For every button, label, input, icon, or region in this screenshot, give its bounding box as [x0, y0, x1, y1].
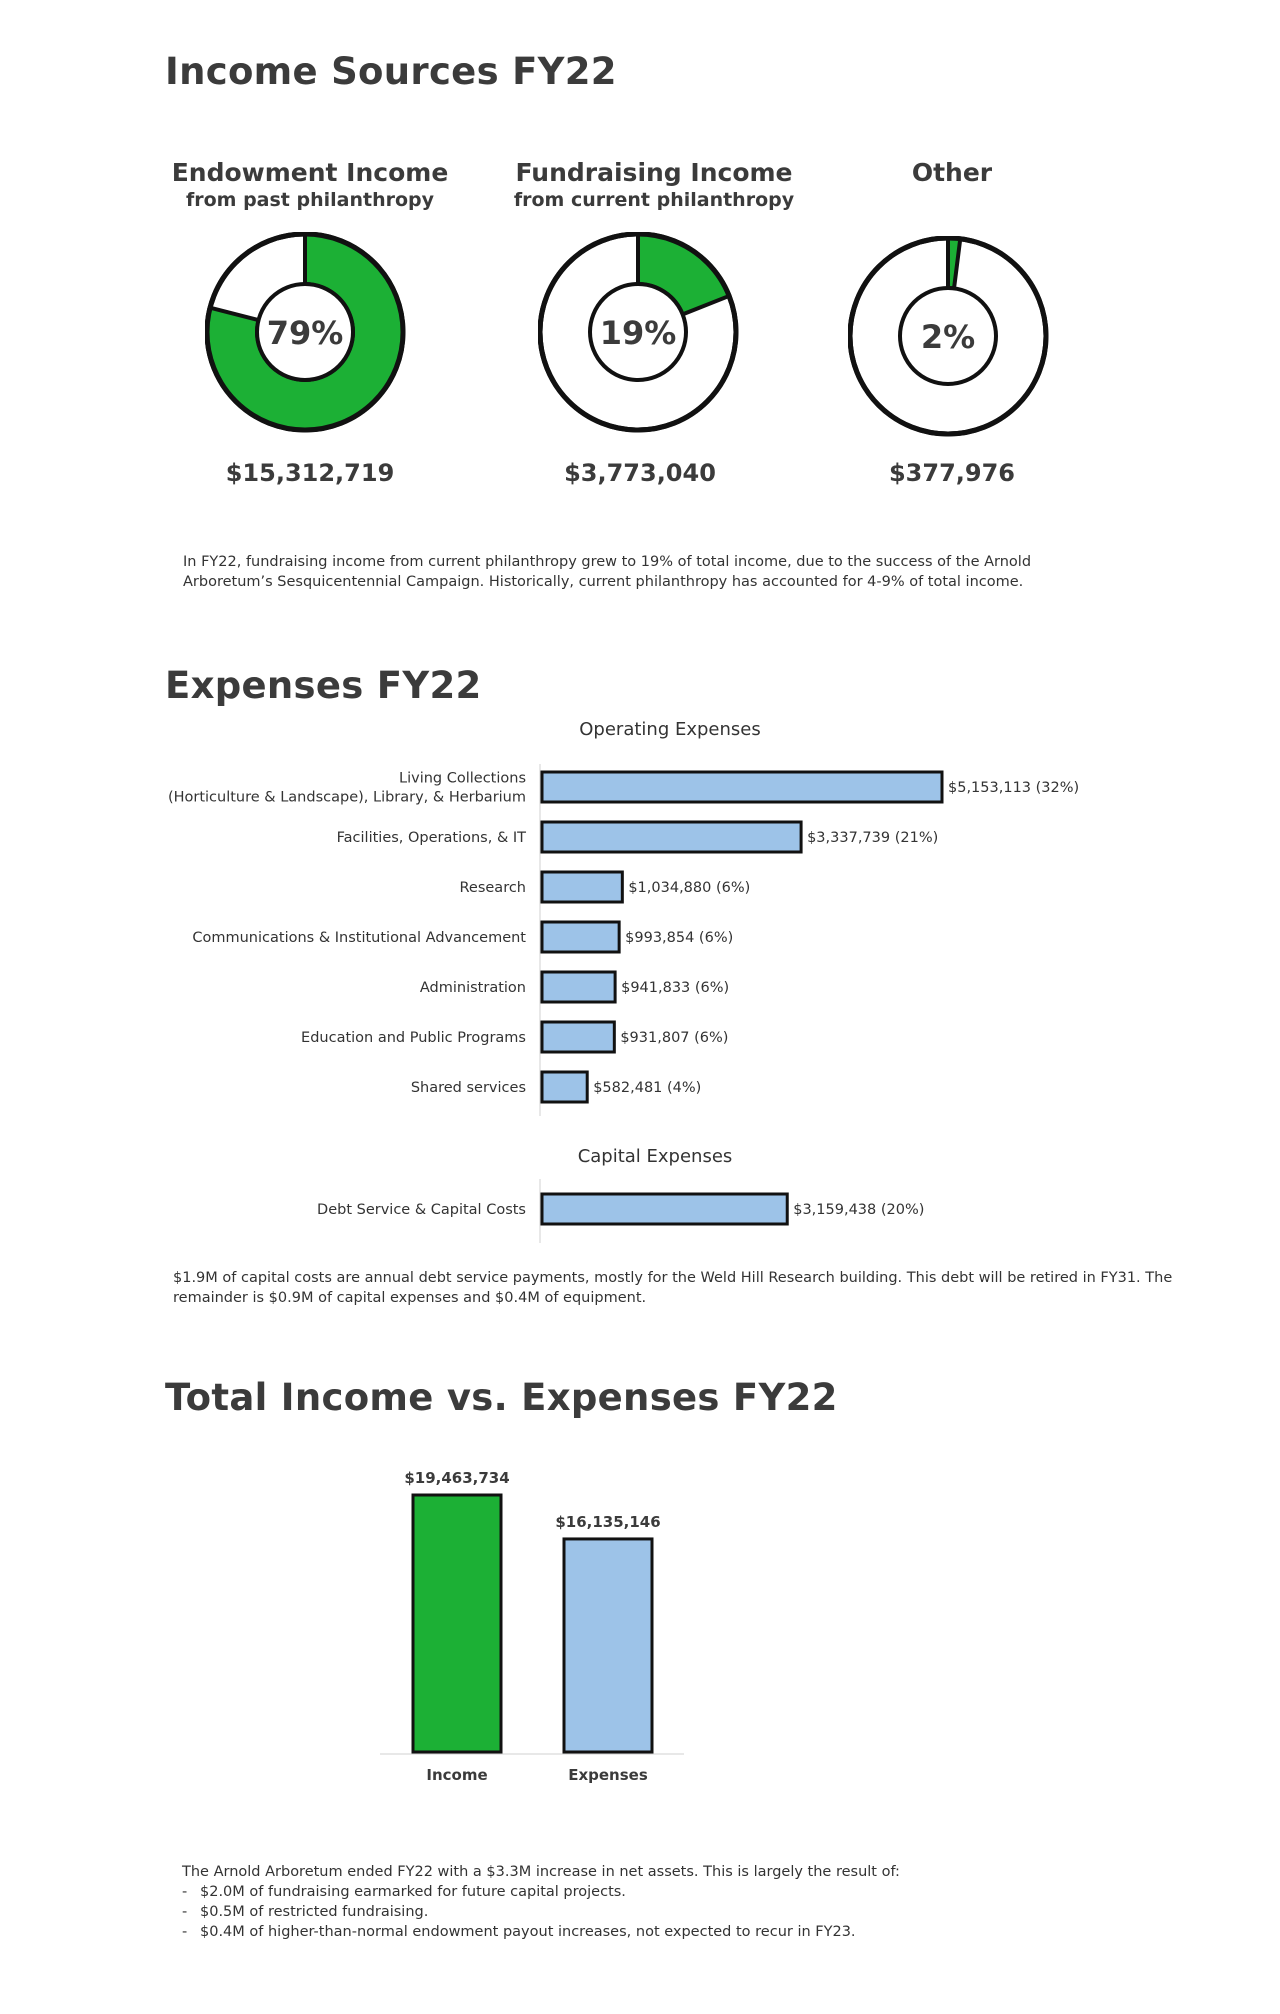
donut-percent-label: 2%: [920, 318, 976, 356]
endowment-donut-header: [160, 158, 460, 212]
expenses-section-title: Expenses FY22: [165, 664, 482, 707]
endowment-donut-chart: [205, 232, 415, 442]
category-label: Living Collections: [399, 770, 526, 787]
other-donut-header: [802, 158, 1102, 188]
capital-expenses-title: Capital Expenses: [577, 1146, 733, 1167]
endowment-title: Endowment Income: [171, 158, 449, 187]
bar: [542, 872, 622, 902]
bar: [542, 972, 615, 1002]
other-amount: $377,976: [888, 459, 1015, 487]
expenses-note-text: $1.9M of capital costs are annual debt service payments, mostly for the Weld Hill Research building. This debt will be retired in FY31. The remainder is $0.9M of capital expenses and $0.4M of equipment.: [173, 1270, 1173, 1306]
total-note-item: - $2.0M of fundraising earmarked for future capital projects.: [182, 1882, 1082, 1902]
total-note-item: - $0.4M of higher-than-normal endowment payout increases, not expected to recur in FY23.: [182, 1922, 1082, 1942]
fundraising-amount: $3,773,040: [564, 459, 716, 487]
fundraising-donut-header: [504, 158, 804, 212]
other-donut-chart: [848, 236, 1058, 446]
endowment-subtitle: from past philanthropy: [185, 189, 435, 211]
category-label: Shared services: [410, 1080, 526, 1096]
bar-data-label: $19,463,734: [404, 1469, 510, 1487]
bar-data-label: $1,034,880 (6%): [628, 880, 751, 896]
bar: [564, 1539, 652, 1752]
operating-expenses-title: Operating Expenses: [579, 719, 761, 740]
total-note: [182, 1862, 1082, 1942]
bar: [542, 772, 942, 802]
bar-data-label: $993,854 (6%): [625, 930, 734, 946]
donut-percent-label: 79%: [266, 314, 344, 352]
bar-data-label: $3,159,438 (20%): [793, 1202, 925, 1218]
total-section-title: Total Income vs. Expenses FY22: [165, 1376, 838, 1419]
bar-data-label: $5,153,113 (32%): [948, 780, 1080, 796]
bar: [542, 1194, 787, 1224]
income-note-text: In FY22, fundraising income from current philanthropy grew to 19% of total income, due to the success of the Arnold Arboretum’s Sesquicentennial Campaign. Historically, current philanthropy has accounted for 4-9% of total income.: [183, 554, 1032, 590]
category-label: Income: [426, 1766, 488, 1784]
bar: [542, 1022, 614, 1052]
category-label: Debt Service & Capital Costs: [317, 1202, 526, 1218]
other-title: Other: [911, 158, 993, 187]
fundraising-donut-chart: [538, 232, 748, 442]
donut-percent-label: 19%: [599, 314, 677, 352]
category-label: Communications & Institutional Advancement: [192, 930, 526, 946]
income-section-title: Income Sources FY22: [165, 50, 617, 93]
bar-data-label: $941,833 (6%): [621, 980, 730, 996]
bar-data-label: $16,135,146: [555, 1512, 661, 1531]
total-note-intro: The Arnold Arboretum ended FY22 with a $3.3M increase in net assets. This is largely the result of:: [182, 1864, 900, 1880]
capital-expenses-chart: [0, 1175, 1280, 1250]
category-label: (Horticulture & Landscape), Library, & Herbarium: [167, 789, 526, 806]
category-label: Facilities, Operations, & IT: [336, 830, 526, 846]
total-note-list: [182, 1882, 1082, 1942]
bar-data-label: $582,481 (4%): [593, 1080, 702, 1096]
category-label: Expenses: [568, 1766, 648, 1784]
category-label: Administration: [419, 980, 526, 996]
category-label: Research: [459, 880, 526, 896]
income-note: [183, 552, 1063, 592]
category-label: Education and Public Programs: [301, 1030, 526, 1046]
bar: [542, 822, 801, 852]
expenses-note: [173, 1268, 1173, 1308]
bar-data-label: $931,807 (6%): [620, 1030, 729, 1046]
fundraising-title: Fundraising Income: [515, 158, 793, 187]
bar: [542, 1072, 587, 1102]
income-vs-expenses-chart: [0, 1460, 1280, 1800]
operating-expenses-chart: [0, 750, 1280, 1120]
bar-data-label: $3,337,739 (21%): [807, 830, 939, 846]
fundraising-subtitle: from current philanthropy: [513, 189, 795, 211]
bar: [542, 922, 619, 952]
bar: [413, 1495, 501, 1752]
total-note-item: - $0.5M of restricted fundraising.: [182, 1902, 1082, 1922]
endowment-amount: $15,312,719: [225, 459, 395, 487]
